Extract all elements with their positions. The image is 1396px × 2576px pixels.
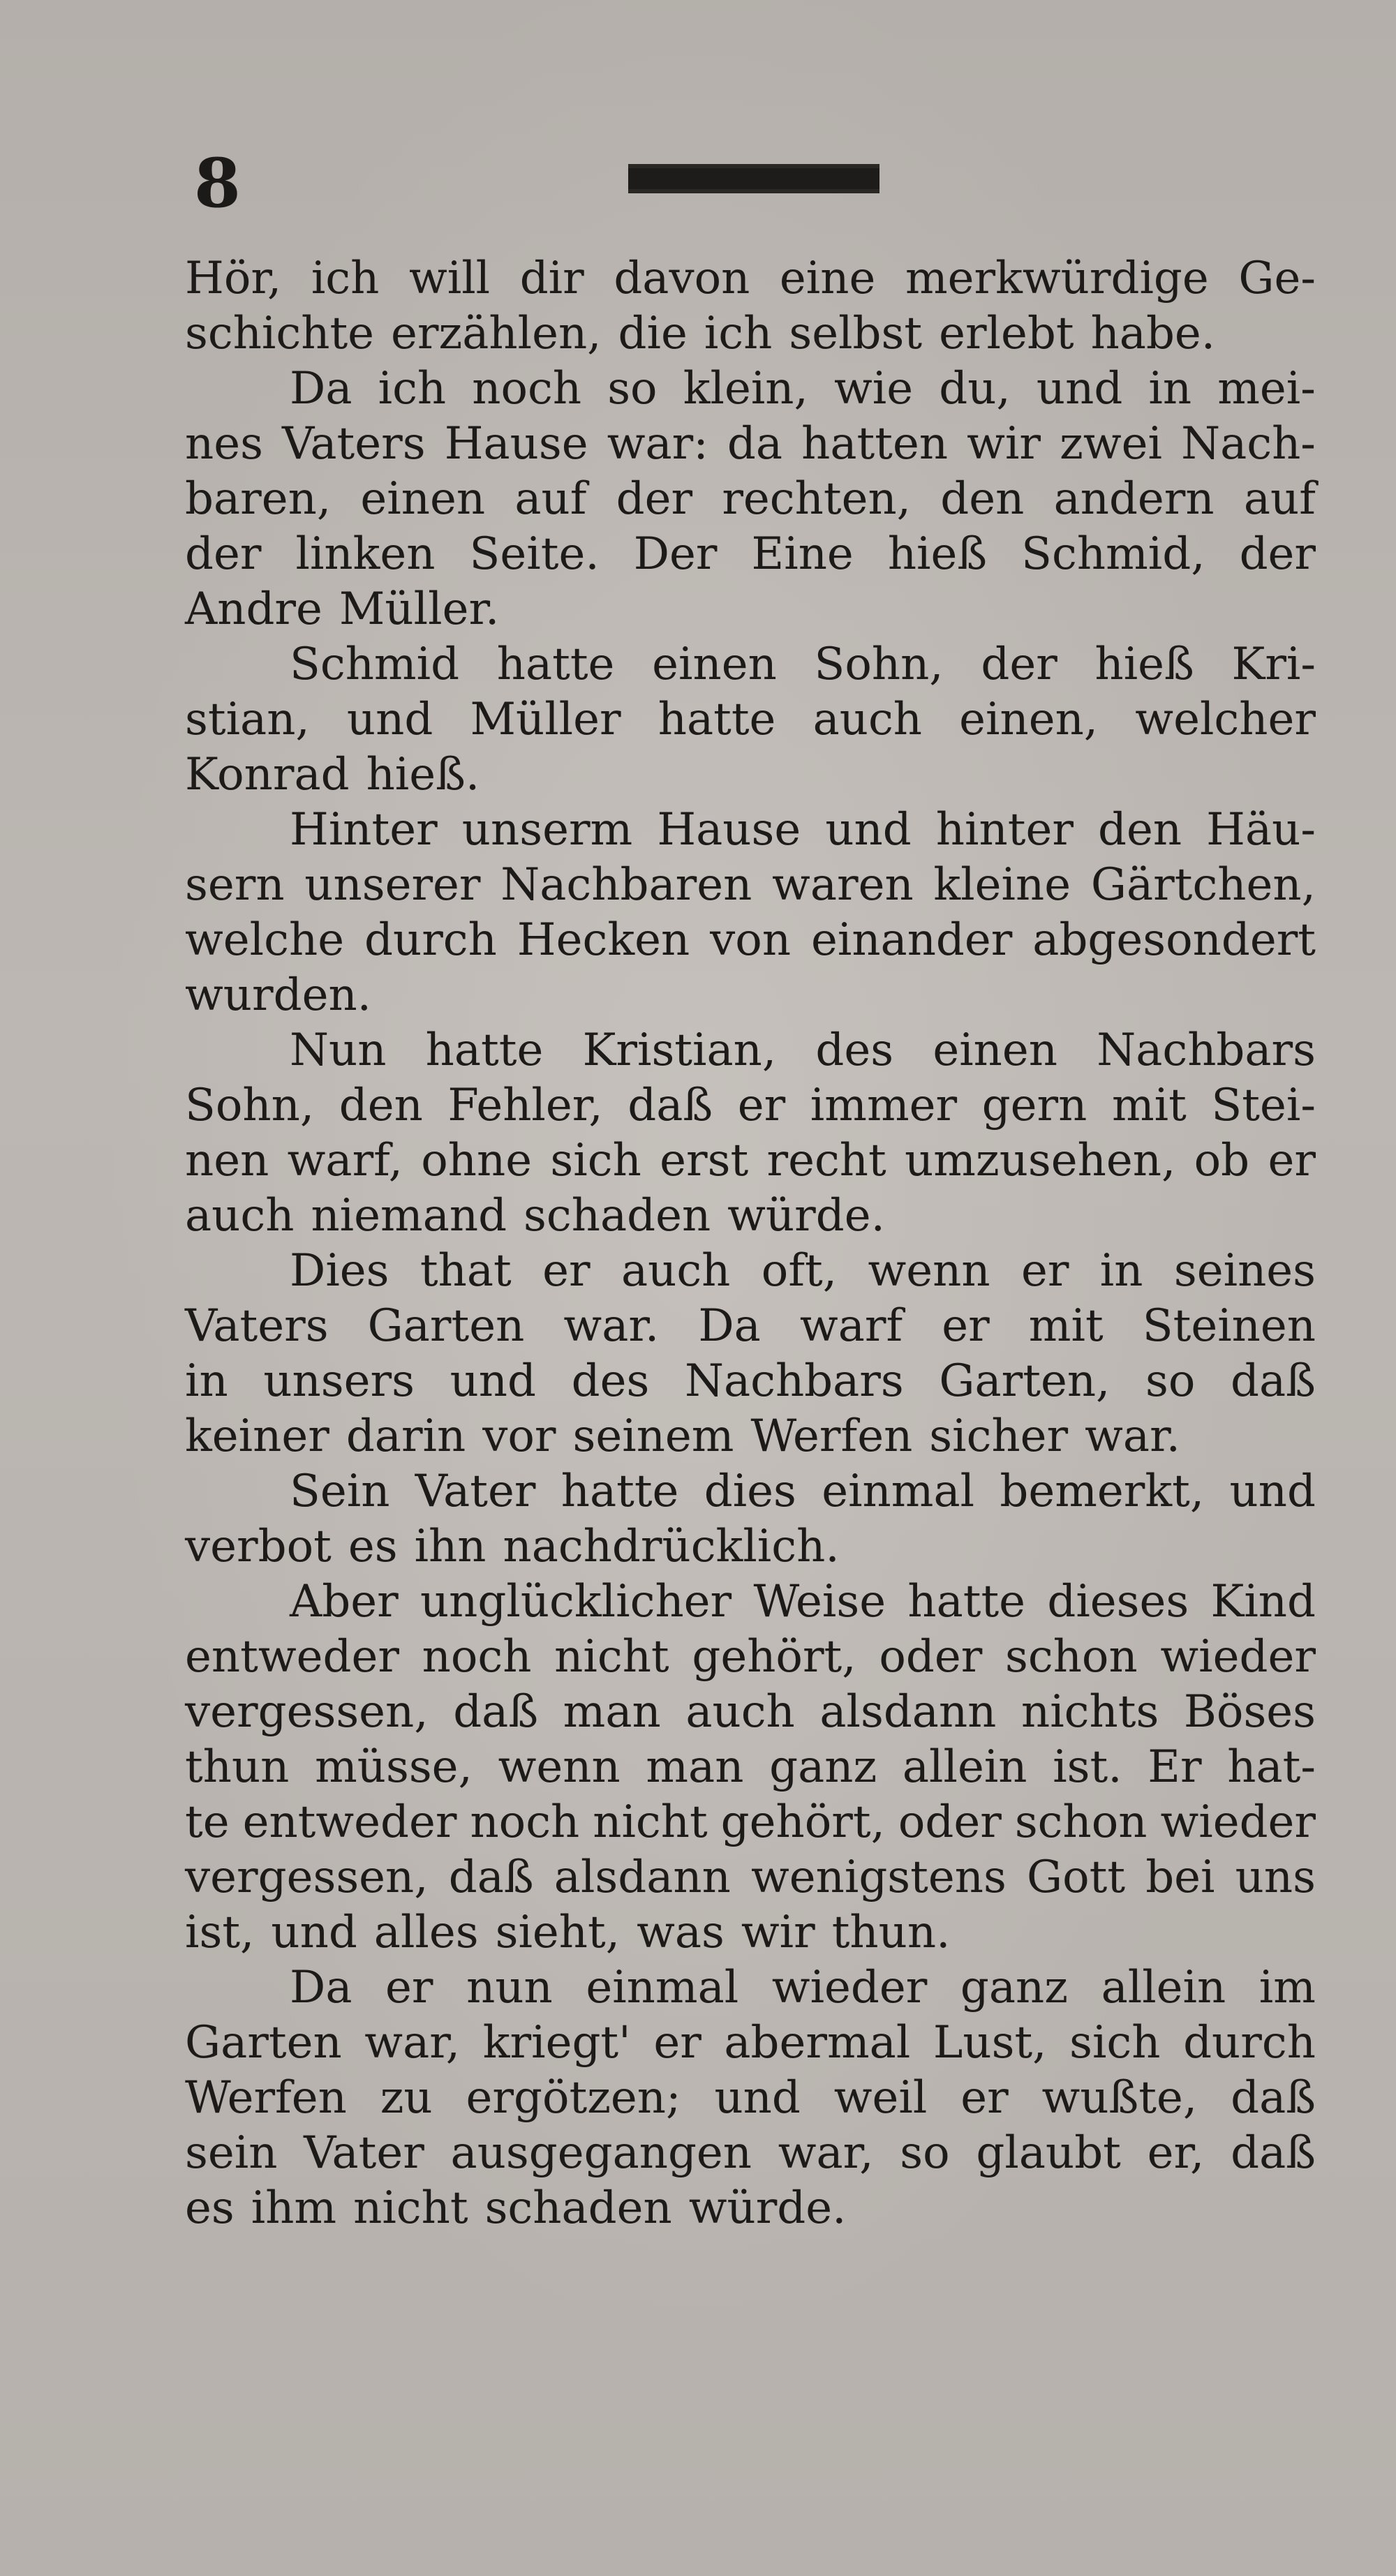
text-line: vergessen, daß man auch alsdann nichts Böses — [185, 1686, 1316, 1738]
paragraph — [185, 637, 1316, 803]
text-line: baren, einen auf der rechten, den andern auf — [185, 473, 1316, 525]
text-line: nen warf, ohne sich erst recht umzusehen, ob er — [185, 1135, 1316, 1186]
text-line: Hinter unserm Hause und hinter den Häu- — [290, 804, 1316, 856]
text-line: auch niemand schaden würde. — [185, 1190, 885, 1242]
text-line: welche durch Hecken von einander abgesondert — [185, 914, 1316, 966]
body-text — [185, 251, 1316, 2236]
text-line: Werfen zu ergötzen; und weil er wußte, daß — [185, 2072, 1316, 2124]
text-line: Sohn, den Fehler, daß er immer gern mit Stei- — [185, 1080, 1316, 1131]
text-line: es ihm nicht schaden würde. — [185, 2182, 847, 2234]
header-rule — [628, 164, 879, 193]
paragraph — [185, 1464, 1316, 1574]
paragraph — [185, 1244, 1316, 1464]
paragraph — [185, 1960, 1316, 2236]
text-line: nes Vaters Hause war: da hatten wir zwei Nach- — [185, 418, 1316, 470]
paragraph — [185, 362, 1316, 637]
paragraph — [185, 251, 1316, 362]
text-line: in unsers und des Nachbars Garten, so daß — [185, 1355, 1316, 1407]
text-line: Da ich noch so klein, wie du, und in mei- — [290, 363, 1316, 415]
text-line: Schmid hatte einen Sohn, der hieß Kri- — [290, 639, 1316, 690]
text-line: thun müsse, wenn man ganz allein ist. Er hat- — [185, 1741, 1316, 1793]
text-line: Garten war, kriegt' er abermal Lust, sich durch — [185, 2017, 1316, 2069]
text-line: Andre Müller. — [185, 583, 500, 635]
text-line: entweder noch nicht gehört, oder schon wieder — [185, 1631, 1316, 1683]
text-line: keiner darin vor seinem Werfen sicher war. — [185, 1410, 1180, 1462]
text-line: verbot es ihn nachdrücklich. — [185, 1521, 840, 1572]
text-line: te entweder noch nicht gehört, oder schon wieder — [185, 1796, 1316, 1848]
text-line: Nun hatte Kristian, des einen Nachbars — [290, 1025, 1316, 1076]
text-line: Vaters Garten war. Da warf er mit Steinen — [185, 1300, 1316, 1352]
text-line: Aber unglücklicher Weise hatte dieses Kind — [290, 1576, 1316, 1628]
text-line: stian, und Müller hatte auch einen, welcher — [185, 694, 1316, 745]
text-line: Konrad hieß. — [185, 749, 480, 801]
text-line: Hör, ich will dir davon eine merkwürdige Ge- — [185, 253, 1316, 304]
paragraph — [185, 1023, 1316, 1244]
text-line: vergessen, daß alsdann wenigstens Gott bei uns — [185, 1852, 1316, 1903]
text-line: sern unserer Nachbaren waren kleine Gärtchen, — [185, 859, 1316, 911]
page-header — [188, 144, 886, 227]
text-line: Dies that er auch oft, wenn er in seines — [290, 1245, 1316, 1297]
text-line: ist, und alles sieht, was wir thun. — [185, 1907, 951, 1958]
text-line: der linken Seite. Der Eine hieß Schmid, der — [185, 528, 1316, 580]
text-line: Da er nun einmal wieder ganz allein im — [290, 1962, 1316, 2013]
paragraph — [185, 803, 1316, 1023]
paragraph — [185, 1574, 1316, 1960]
text-line: Sein Vater hatte dies einmal bemerkt, und — [290, 1466, 1316, 1517]
text-line: wurden. — [185, 969, 371, 1021]
page-number: 8 — [194, 144, 241, 223]
text-line: sein Vater ausgegangen war, so glaubt er, daß — [185, 2127, 1316, 2179]
text-line: schichte erzählen, die ich selbst erlebt habe. — [185, 308, 1216, 359]
